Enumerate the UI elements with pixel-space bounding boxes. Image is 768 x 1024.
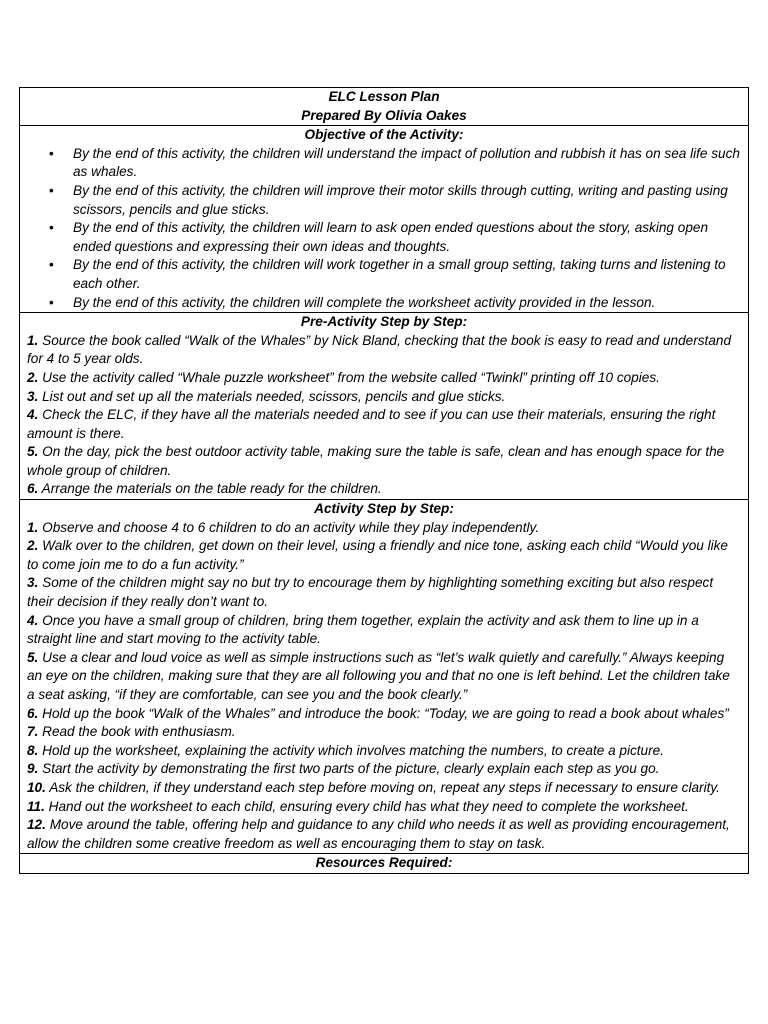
objective-cell [20,125,748,312]
activity-step: 10. Ask the children, if they understand each step before moving on, repeat any steps if necessary to ensure clarity. [27,779,720,795]
bullet-icon: • [49,145,54,161]
activity-step: 4. Once you have a small group of children, bring them together, explain the activity and ask them to line up in a straight line and start moving to the activity table. [27,612,699,647]
objective-item: • By the end of this activity, the children will complete the worksheet activity provided in the lesson. [73,294,741,313]
objective-item: • By the end of this activity, the children will learn to ask open ended questions about the story, asking open ended questions and expressing their own ideas and thoughts. [49,220,709,254]
objective-item: • By the end of this activity, the children will work together in a small group setting, taking turns and listening to each other. [49,257,726,291]
activity-cell [20,499,748,853]
header-cell [20,88,748,125]
pre-activity-step: 4. Check the ELC, if they have all the materials needed and to see if you can use their materials, ensuring the right amount is there. [27,407,716,441]
pre-activity-step: 1. Source the book called “Walk of the Whales” by Nick Bland, checking that the book is easy to read and understand for 4 to 5 year olds. [27,332,732,367]
objective-item: • By the end of this activity, the children will understand the impact of pollution and rubbish it has on sea life such as whales. [49,145,740,180]
pre-activity-cell [20,312,748,499]
activity-step: 2. Walk over to the children, get down on their level, using a friendly and nice tone, asking each child “Would you like to come join me to do a fun activity.” [27,538,728,572]
activity-step: 3. Some of the children might say no but try to encourage them by highlighting something exciting but also respect their decision if they really don’t want to. [27,575,714,610]
activity-step: 9. Start the activity by demonstrating the first two parts of the picture, clearly explain each step as you go. [27,761,660,777]
document-title: ELC Lesson Plan [328,89,440,104]
activity-step: 8. Hold up the worksheet, explaining the activity which involves matching the numbers, to create a picture. [27,742,664,758]
activity-step: 5. Use a clear and loud voice as well as simple instructions such as “let’s walk quietly and carefully.” Always keeping an eye on the children, making sure that they are all following you and that no one is left behind. Let the children take a seat asking, “if they are comfortable, can see you and the book clearly.” [27,649,730,702]
document-author: Prepared By Olivia Oakes [301,107,467,123]
lesson-plan-table [19,87,749,874]
objective-heading: Objective of the Activity: [304,127,464,143]
activity-step: 11. Hand out the worksheet to each child, ensuring every child has what they need to complete the worksheet. [27,798,689,814]
pre-activity-step: 5. On the day, pick the best outdoor activity table, making sure the table is safe, clean and has enough space for the whole group of children. [27,444,725,478]
bullet-icon: • [49,257,54,273]
pre-activity-heading: Pre-Activity Step by Step: [300,314,468,330]
activity-step: 6. Hold up the book “Walk of the Whales” and introduce the book: “Today, we are going to read a book about whales” [27,705,729,721]
bullet-icon: • [49,294,54,310]
pre-activity-step: 2. Use the activity called “Whale puzzle worksheet” from the website called “Twinkl” printing off 10 copies. [27,369,660,385]
activity-step: 7. Read the book with enthusiasm. [27,724,236,740]
activity-heading: Activity Step by Step: [314,501,454,517]
objective-list [27,145,741,312]
bullet-icon: • [49,182,54,198]
objective-item: • By the end of this activity, the children will improve their motor skills through cutting, writing and pasting using scissors, pencils and glue sticks. [49,182,728,217]
pre-activity-step: 6. Arrange the materials on the table ready for the children. [27,481,382,497]
bullet-icon: • [49,220,54,236]
pre-activity-step: 3. List out and set up all the materials needed, scissors, pencils and glue sticks. [27,388,506,404]
resources-cell [20,853,748,873]
activity-step: 1. Observe and choose 4 to 6 children to do an activity while they play independently. [27,519,540,535]
activity-step: 12. Move around the table, offering help and guidance to any child who needs it as well as providing encouragement, allow the children some creative freedom as well as encouraging them to stay on task. [27,817,730,851]
resources-heading: Resources Required: [315,855,453,871]
